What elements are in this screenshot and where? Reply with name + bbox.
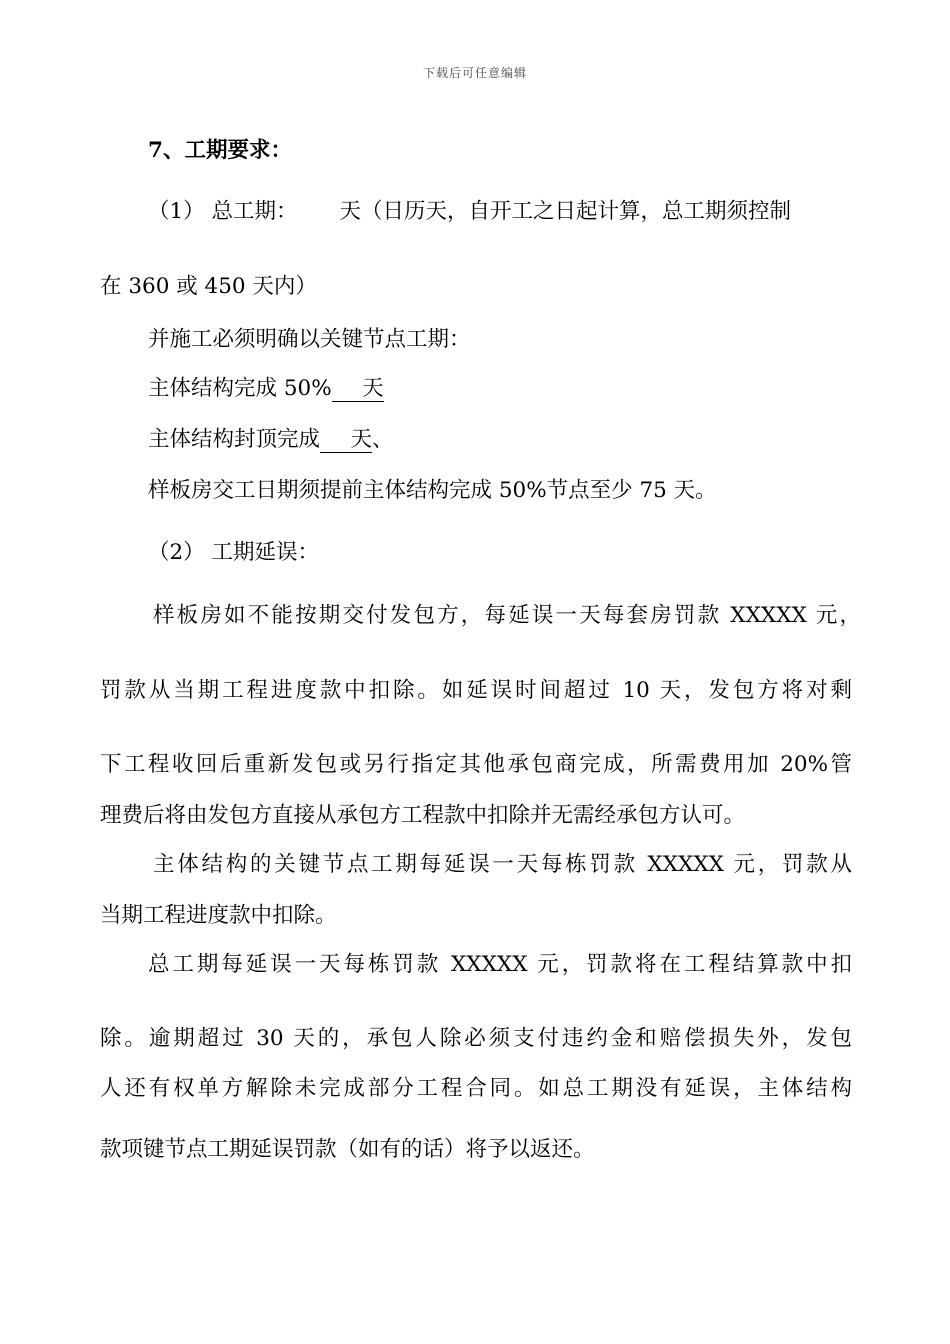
node-structure-50	[148, 374, 384, 404]
para3-line4: 款项键节点工期延误罚款（如有的话）将予以返还。	[100, 1137, 595, 1162]
node1-blank: 天	[332, 377, 384, 402]
item2-label: （2） 工期延误：	[148, 540, 320, 565]
item1-line	[148, 197, 791, 227]
para1-line3: 下工程收回后重新发包或另行指定其他承包商完成，所需费用加 20%管	[100, 752, 852, 777]
para2-line2: 当期工程进度款中扣除。	[100, 903, 337, 928]
node-sample-house: 样板房交工日期须提前主体结构完成 50%节点至少 75 天。	[148, 478, 717, 503]
node2-label: 主体结构封顶完成	[148, 427, 321, 452]
para1-line4: 理费后将由发包方直接从承包方工程款中扣除并无需经承包方认可。	[100, 803, 746, 828]
item1-label: （1） 总工期：	[148, 199, 298, 224]
node1-label: 主体结构完成 50%	[148, 376, 332, 401]
para1-line1: 样板房如不能按期交付发包方，每延误一天每套房罚款 XXXXX 元，	[153, 603, 861, 628]
node2-suffix: 、	[372, 427, 394, 452]
para2-line1: 主体结构的关键节点工期每延误一天每栋罚款 XXXXX 元，罚款从	[153, 852, 852, 877]
node2-blank: 天	[320, 428, 372, 453]
para1-line2: 罚款从当期工程进度款中扣除。如延误时间超过 10 天，发包方将对剩	[100, 678, 852, 703]
node-topping-out	[148, 425, 394, 455]
item1-continuation: 在 360 或 450 天内）	[100, 274, 317, 299]
para3-line1: 总工期每延误一天每栋罚款 XXXXX 元，罚款将在工程结算款中扣	[148, 952, 852, 977]
section-heading: 7、工期要求：	[148, 138, 292, 163]
page-header-note: 下载后可任意编辑	[422, 66, 527, 80]
item1-text: 天（日历天，自开工之日起计算，总工期须控制	[339, 199, 792, 224]
para3-line3: 人还有权单方解除未完成部分工程合同。如总工期没有延误，主体结构	[100, 1076, 852, 1101]
nodes-intro: 并施工必须明确以关键节点工期：	[148, 327, 471, 352]
para3-line2: 除。逾期超过 30 天的，承包人除必须支付违约金和赔偿损失外，发包	[100, 1026, 852, 1051]
